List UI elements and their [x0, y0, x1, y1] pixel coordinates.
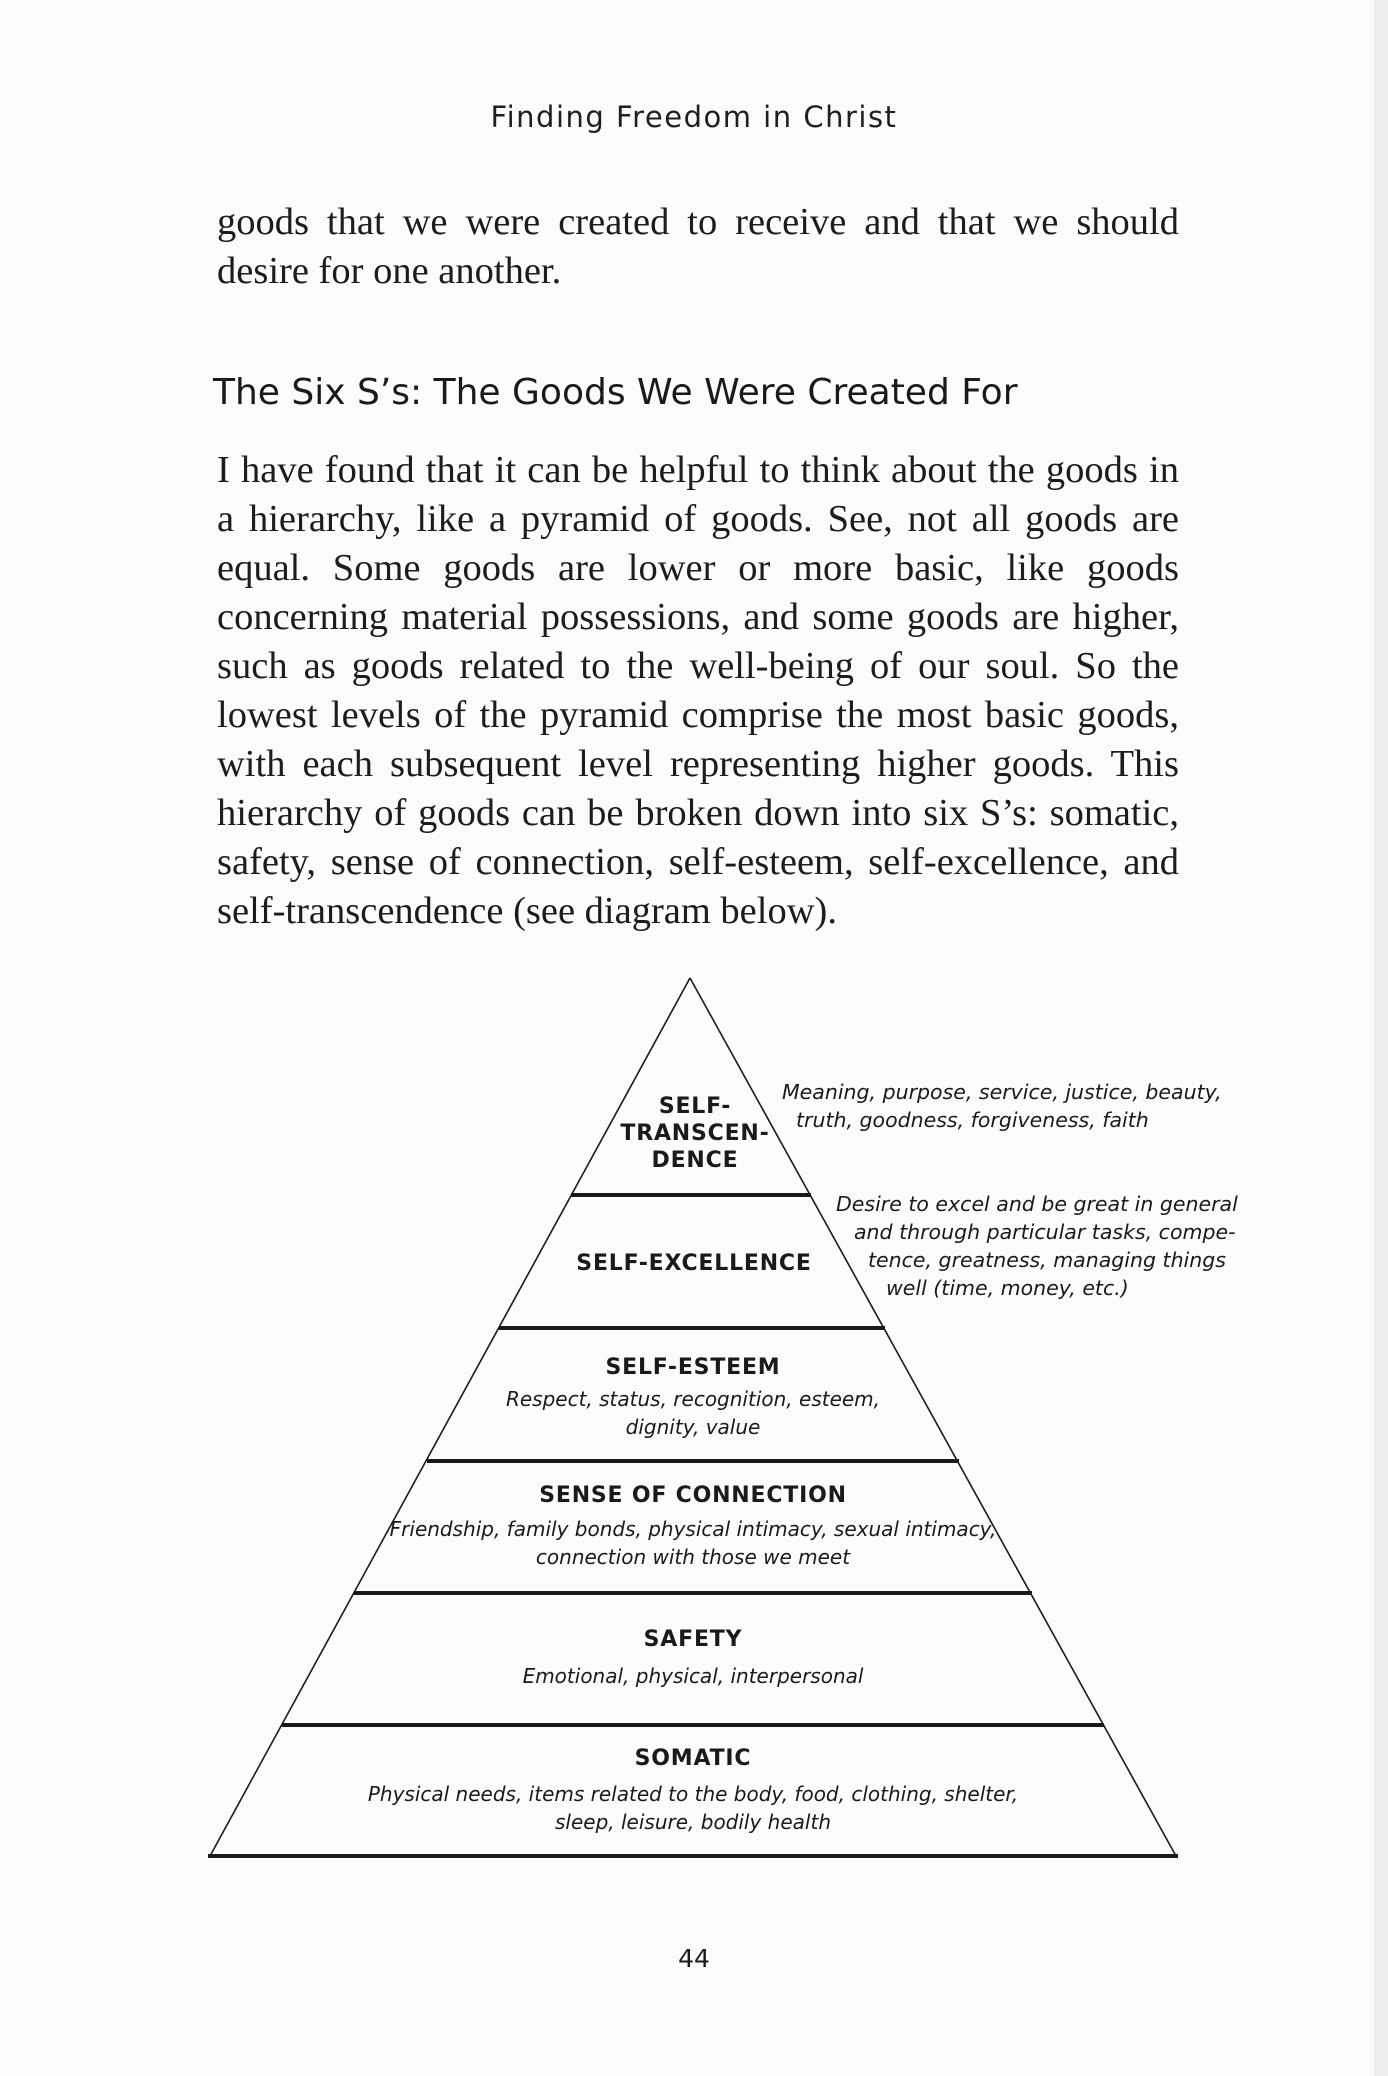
desc-line: Respect, status, recognition, esteem,	[505, 1387, 881, 1411]
section-heading: The Six S’s: The Goods We Were Created For	[213, 372, 1018, 413]
level-label-line: DENCE	[651, 1148, 739, 1173]
level-label-line: SELF-	[658, 1094, 732, 1119]
level-self-excellence-label: SELF-EXCELLENCE	[576, 1251, 812, 1276]
level-somatic-desc	[333, 1780, 1053, 1836]
level-safety-desc: Emotional, physical, interpersonal	[522, 1664, 864, 1688]
desc-line: Friendship, family bonds, physical intimacy, sexual intimacy,	[389, 1517, 997, 1541]
desc-line: sleep, leisure, bodily health	[555, 1810, 831, 1834]
note-line: Meaning, purpose, service, justice, beauty,	[782, 1080, 1222, 1104]
level-sense-of-connection-desc	[363, 1515, 1023, 1571]
running-head: Finding Freedom in Christ	[490, 100, 898, 134]
level-label-line: TRANSCEN-	[620, 1121, 770, 1146]
main-paragraph: I have found that it can be helpful to think about the goods in a hierarchy, like a pyramid of goods. See, not all goods are equal. Some goods are lower or more basic, like goods concerning material possessions, and some goods are higher, such as goods related to the well-being of our soul. So the lowest levels of the pyramid comprise the most basic goods, with each subsequent level representing higher goods. This hierarchy of goods can be broken down into six S’s: somatic, safety, sense of connection, self-esteem, self-excellence, and self-transcendence (see diagram below).	[217, 449, 1179, 932]
level-safety-label: SAFETY	[643, 1627, 743, 1652]
level-sense-of-connection-label: SENSE OF CONNECTION	[539, 1483, 847, 1508]
self-transcendence-note	[782, 1078, 1222, 1134]
note-line: Desire to excel and be great in general	[836, 1192, 1238, 1216]
desc-line: Physical needs, items related to the body, food, clothing, shelter,	[367, 1782, 1019, 1806]
note-line: tence, greatness, managing things	[868, 1248, 1226, 1272]
level-self-esteem-desc	[453, 1385, 933, 1441]
desc-line: dignity, value	[625, 1415, 761, 1439]
level-self-esteem-label: SELF-ESTEEM	[605, 1355, 781, 1380]
desc-line: connection with those we meet	[535, 1545, 851, 1569]
self-excellence-note	[836, 1190, 1238, 1302]
note-line: truth, goodness, forgiveness, faith	[796, 1108, 1149, 1132]
level-self-transcendence-label	[590, 1093, 800, 1174]
level-somatic-label: SOMATIC	[634, 1746, 752, 1771]
note-line: and through particular tasks, compe-	[854, 1220, 1236, 1244]
intro-paragraph: goods that we were created to receive and that we should desire for one another.	[217, 201, 1179, 292]
note-line: well (time, money, etc.)	[886, 1276, 1129, 1300]
page-number: 44	[678, 1944, 710, 1973]
